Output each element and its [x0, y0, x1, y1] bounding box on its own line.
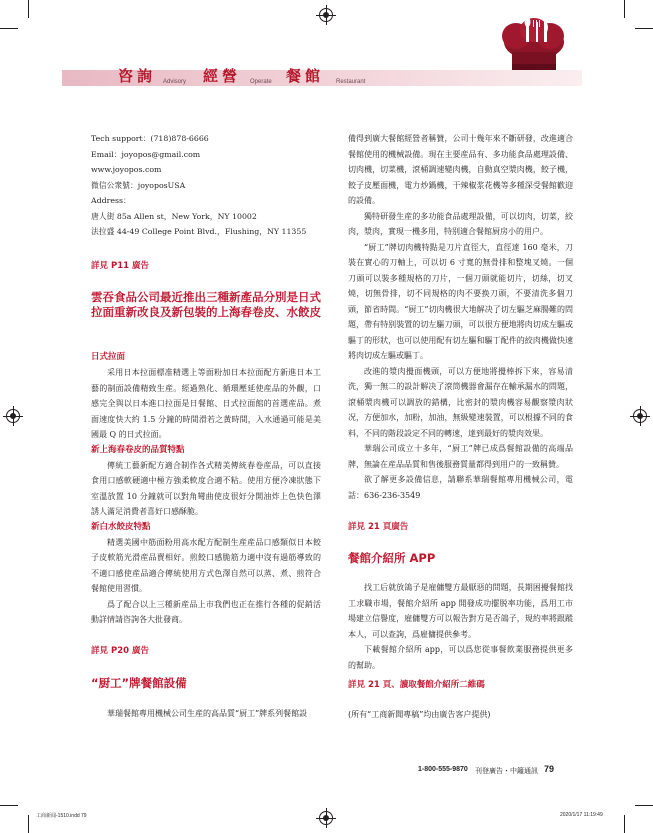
header-sub-restaurant: Restaurant	[336, 79, 366, 85]
article-title-chef-equipment: “厨工”牌餐館設備	[91, 676, 187, 690]
ad-reference-p21: 詳見 21 頁廣告	[348, 522, 409, 532]
chef-equipment-p4: 改進的漿肉攪面機頭，可以方便地將攪棒拆下來，容易清洗，獨一無二的設計解决了滾筒機器會漏存在輸承漏水的問題，滾桶漿肉機可以調放的錯構，比密封的漿肉機容易觀察漿肉狀况，方便加水，加粉，加油，無級變速裝置，可以根據不同的食料，不同的階段設定不同的轉速，達到最好的漿肉效果。	[348, 366, 573, 438]
article-body-chef-equipment-cont	[348, 131, 573, 503]
crop-mark-br-v	[624, 815, 625, 833]
address-label: Address：	[91, 196, 131, 205]
crop-mark-tr-h	[635, 28, 653, 29]
crop-mark-bl-v	[28, 815, 29, 833]
section-body-dumpling: 精選美國中筋面粉用高水配方配制生産産品口感類似日本餃子皮軟筋光滑産品賣相好。煎餃口感脆筋力適中沒有過筋導致的不適口感使産品適合傳統使用方式色澤自然可以蒸、煮、煎符合餐館使用習慣。	[91, 537, 321, 593]
ad-reference-qrcode: 詳見 21 頁、讀取餐館介紹所二維碼	[348, 680, 485, 690]
registration-mark-left	[6, 409, 20, 423]
chef-equipment-p2: 獨特研發生産的多功能食品處理設備，可以切肉，切菜，絞肉，漿肉，實現一機多用，特别適合餐館厨房小的用户。	[348, 211, 573, 236]
email: Email：joyopos@gmail.com	[91, 149, 201, 159]
section-body-promo: 爲了配合以上三種新産品上市我們也正在推行各種的促銷活動詳情請咨詢各大批發商。	[91, 599, 321, 624]
section-heading-dumpling: 新白水餃皮特點	[91, 521, 151, 532]
ad-reference-p20: 詳見 P20 廣告	[91, 646, 149, 656]
disclaimer-note: (所有“工商新聞專稿”均由廣告客户提供)	[348, 710, 491, 719]
registration-mark-top	[319, 8, 333, 22]
registration-mark-right	[633, 409, 647, 423]
tech-support: Tech support：(718)878-6666	[91, 134, 209, 143]
contact-block	[91, 131, 321, 240]
section-body-ramen: 采用日本拉面標准精選上等面粉加日本拉面配方新進日本工藝的制面設備精致生産。經過熟化、循環壓延使産品的外觀，口感完全與以日本進口拉面是日餐館、日式拉面館的首選産品。煮面速度快大約 1.5 分鐘的時間滑若之黃時間，入水通過可能是美國最 Q 的日式拉面。	[91, 368, 321, 439]
chef-equipment-p6: 欲了解更多設備信息，請聯系華瑞餐館專用機械公司，電話：636-236-3549	[348, 475, 573, 500]
registration-mark-bottom	[319, 811, 333, 825]
crop-mark-tl-h	[0, 28, 18, 29]
footer-phone: 1-800-555-9870	[418, 766, 468, 773]
section-heading-ramen: 日式拉面	[91, 352, 126, 362]
article-title-wonton: 雲吞食品公司最近推出三種新產品分別是日式拉面重新改良及新包裝的上海春卷皮、水餃皮	[91, 290, 321, 319]
header-sub-operate: Operate	[250, 79, 272, 85]
chef-equipment-intro: 華瑞餐館專用機械公司生産的高品質“厨工”牌系列餐館設	[107, 709, 308, 718]
crop-mark-tl-v	[28, 0, 29, 18]
section-body-springroll: 傳統工藝新配方適合制作各式精美傳統春卷産品，可以直接食用口感軟硬適中極方強柔軟度合適不粘。使用方便冷凍狀態下室溫放置 10 分鐘就可以對角彎曲使皮很好分開油炸上色快色澤誘人滿足消費者喜好口感酥脆。	[91, 460, 321, 516]
header-title-operate: 經營	[203, 67, 242, 85]
app-p2: 下載餐館介紹所 app，可以爲您從事餐飲業服務提供更多的幫助。	[348, 645, 573, 670]
address-chinatown: 唐人街 85a Allen st，New York，NY 10002	[91, 211, 257, 221]
article-body-wonton	[91, 350, 321, 628]
chef-equipment-p5: 華瑞公司成立十多年，“厨工”牌已成爲餐館設備的高端品牌，無論在産品品質和售後服務質量都得到用户的一致稱贊。	[348, 444, 573, 469]
address-flushing: 法拉盛 44-49 College Point Blvd.，Flushing，NY 11355	[91, 227, 307, 236]
chef-equipment-p1: 備得到廣大餐館經營者稱贊，公司十幾年來不斷研發，改進適合餐館使用的機械設備。現在主要産品有、多功能食品處理設備、切肉機，切菜機，滾桶調速變肉機，自動真空漿肉機，餃子機，餃子皮壓面機，電力炒鍋機，干辣椒浆花機等多種深受餐館歡迎的設備。	[348, 134, 573, 205]
crop-mark-tr-v	[624, 0, 625, 18]
crop-mark-bl-h	[0, 805, 18, 806]
ad-reference-p11: 詳見 P11 廣告	[91, 261, 149, 271]
article-body-chef-equipment-start	[91, 706, 321, 722]
chef-hat-icon	[498, 16, 570, 80]
slug-date: 2020/1/17 11:19:49	[560, 812, 603, 818]
article-title-app: 餐館介紹所 APP	[348, 551, 436, 565]
header-sub-advisory: Advisory	[163, 79, 187, 85]
header-title-restaurant: 餐館	[286, 67, 325, 85]
chef-equipment-p3: “厨工”牌切肉機特點是刀片直徑大，直徑達 160 毫米，刀裝在實心的刀軸上，可以切 6 寸寬的無骨排和整塊叉燒。一個刀頭可以裝多種規格的刀片，一個刀頭就能切片，切絲，切叉燒，切無骨排，切不同規格的肉不要换刀頭，不要清洗多個刀頭，節省時間。“厨工”切肉機很大地解决了切左驅芝麻腸難的問題，帶有特别裝置的切左驅刀頭，可以很方便地將肉切成左驅或驅丁的形狀，也可以使用配有切左驅和驅丁配件的絞肉機做快速將肉切成左驅或驅丁。	[348, 242, 573, 360]
article-body-app	[348, 580, 573, 673]
app-p1: 找工后就放鴿子是雇傭雙方最厭惡的問題，長期困擾餐館找工求職市場，餐館介紹所 app 開發成功擺脱率功能，爲用工市場建立信譽度，雇傭雙方可以報告對方是否鴿子，規約率將跟蹤本人，可以查詢，爲雇傭提供參考。	[348, 583, 573, 639]
header-title-advisory: 咨詢	[118, 67, 157, 85]
footer-page-number: 79	[544, 764, 555, 774]
footer-section: 刊登廣告・中籬通訊	[475, 768, 538, 775]
wechat: 微信公衆號：joyoposUSA	[91, 180, 186, 190]
section-heading-springroll: 新上海春卷皮的品質特點	[91, 444, 185, 455]
slug-file: 工商新闻-1510.indd 79	[36, 813, 87, 819]
website: www.joyopos.com	[91, 165, 162, 174]
crop-mark-br-h	[635, 805, 653, 806]
